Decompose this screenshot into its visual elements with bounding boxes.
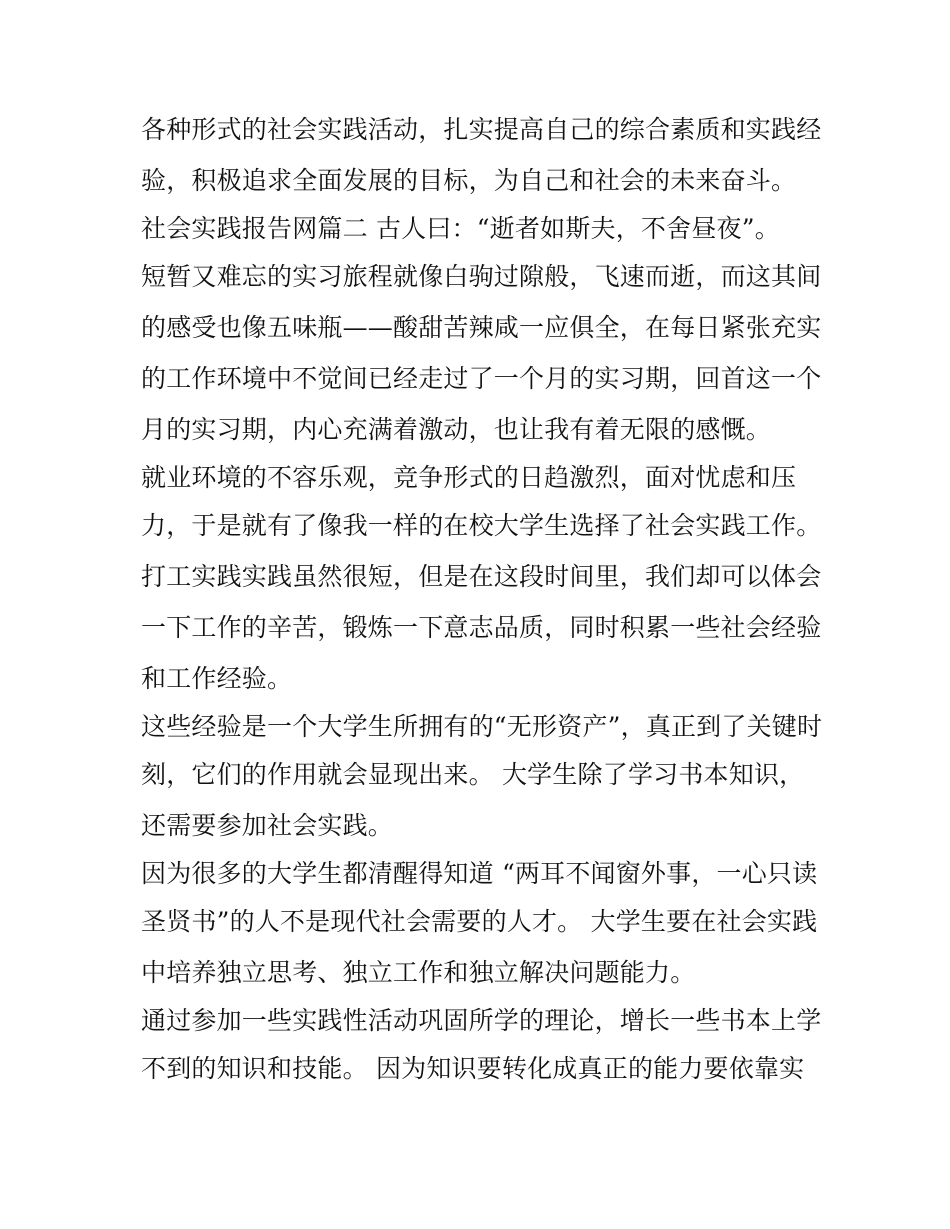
text-line: 各种形式的社会实践活动，扎实提高自己的综合素质和实践经 — [141, 115, 822, 144]
text-line: 刻，它们的作用就会显现出来。 大学生除了学习书本知识， — [141, 760, 805, 789]
text-line: 一下工作的辛苦，锻炼一下意志品质，同时积累一些社会经验 — [141, 613, 822, 642]
text-line: 就业环境的不容乐观，竞争形式的日趋激烈，面对忧虑和压 — [141, 463, 797, 492]
text-line: 圣贤书”的人不是现代社会需要的人才。 大学生要在社会实践 — [141, 907, 818, 936]
text-line: 短暂又难忘的实习旅程就像白驹过隙般，飞速而逝，而这其间 — [141, 262, 822, 291]
text-line: 月的实习期，内心充满着激动，也让我有着无限的感慨。 — [141, 415, 772, 444]
text-line: 力，于是就有了像我一样的在校大学生选择了社会实践工作。 — [141, 511, 822, 540]
text-line: 社会实践报告网篇二 古人曰：“逝者如斯夫，不舍昼夜”。 — [141, 214, 780, 243]
document-body — [141, 104, 821, 1094]
text-line: 的工作环境中不觉间已经走过了一个月的实习期，回首这一个 — [141, 364, 822, 393]
text-line: 这些经验是一个大学生所拥有的“无形资产”，真正到了关键时 — [141, 712, 823, 741]
text-line: 还需要参加社会实践。 — [141, 811, 394, 840]
text-line: 打工实践实践虽然很短，但是在这段时间里，我们却可以体会 — [141, 562, 822, 591]
text-line: 验，积极追求全面发展的目标，为自己和社会的未来奋斗。 — [141, 166, 797, 195]
text-line: 中培养独立思考、独立工作和独立解决问题能力。 — [141, 958, 696, 987]
text-line: 通过参加一些实践性活动巩固所学的理论，增长一些书本上学 — [141, 1006, 822, 1035]
text-line: 的感受也像五味瓶——酸甜苦辣咸一应俱全，在每日紧张充实 — [141, 313, 822, 342]
text-line: 和工作经验。 — [141, 664, 293, 693]
text-line: 不到的知识和技能。 因为知识要转化成真正的能力要依靠实 — [141, 1054, 805, 1083]
text-line: 因为很多的大学生都清醒得知道 “两耳不闻窗外事，一心只读 — [141, 859, 818, 888]
